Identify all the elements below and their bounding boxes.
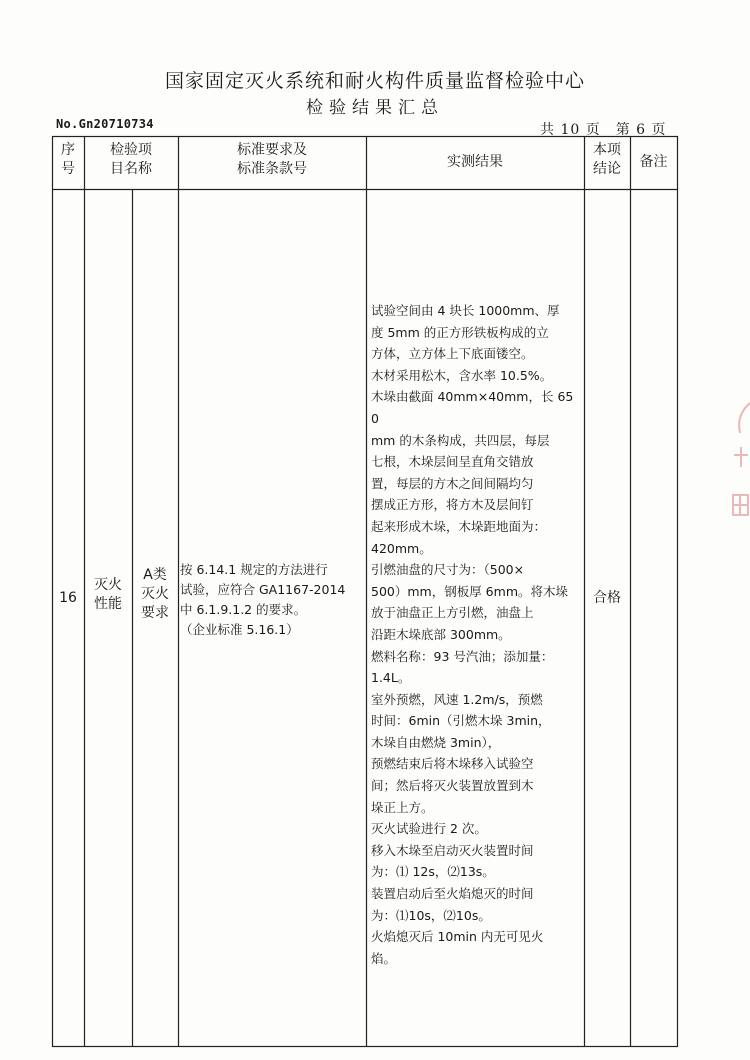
row-results	[371, 300, 579, 969]
row-standard	[180, 560, 356, 640]
result-line: 沿距木垛底部 300mm。	[371, 626, 511, 642]
col-header-standard-line2: 标准条款号	[237, 160, 307, 177]
standard-line: 按 6.14.1 规定的方法进行	[180, 562, 328, 577]
result-line: 420mm。	[371, 540, 432, 556]
report-subtitle: 检验结果汇总	[306, 98, 444, 118]
result-line: 度 5mm 的正方形铁板构成的立	[371, 324, 549, 340]
standard-line: 试验，应符合 GA1167-2014	[180, 582, 346, 597]
organization-title: 国家固定灭火系统和耐火构件质量监督检验中心	[164, 70, 585, 92]
result-line: 引燃油盘的尺寸为：（500×	[371, 562, 525, 578]
result-line: 七根，木垛层间呈直角交错放	[371, 454, 534, 470]
result-line: 木垛由截面 40mm×40mm，长 650	[371, 389, 574, 426]
col-header-item-line1: 检验项	[110, 142, 152, 158]
result-line: 预燃结束后将木垛移入试验空	[371, 756, 534, 772]
result-line: 500）mm，钢板厚 6mm。将木垛	[371, 583, 568, 599]
result-line: 时间：6min（引燃木垛 3min，	[371, 713, 551, 729]
result-line: 灭火试验进行 2 次。	[371, 821, 487, 837]
result-line: 起来形成木垛，木垛距地面为：	[371, 518, 547, 534]
col-header-seq-line2: 号	[61, 160, 75, 177]
result-line: 为：⑴10s，⑵10s。	[371, 907, 491, 923]
result-line: 移入木垛至启动灭火装置时间	[371, 842, 534, 858]
col-header-remark: 备注	[639, 154, 668, 170]
col-header-item	[84, 141, 178, 179]
col-header-result: 实测结果	[447, 154, 503, 170]
row-item-category-line1: 灭火	[94, 577, 122, 593]
result-line: 焰。	[371, 950, 397, 966]
row-seq: 16	[59, 590, 77, 606]
standard-line: （企业标准 5.16.1）	[180, 622, 299, 637]
report-number: No.Gn20710734	[56, 117, 154, 131]
result-line: 间；然后将灭火装置放置到木	[371, 778, 534, 794]
row-item-subcategory-line1: A类	[143, 567, 167, 583]
standard-line: 中 6.1.9.1.2 的要求。	[180, 602, 307, 617]
row-item-category	[84, 576, 132, 614]
row-item-subcategory-line2: 灭火	[141, 585, 169, 602]
result-line: 木材采用松木，含水率 10.5%。	[371, 367, 553, 383]
result-line: mm 的木条构成，共四层，每层	[371, 432, 550, 448]
page-info: 共 10 页 第 6 页	[540, 122, 667, 138]
col-header-conclusion-line2: 结论	[593, 160, 621, 177]
row-item-subcategory	[132, 566, 178, 623]
col-header-standard-line1: 标准要求及	[237, 142, 307, 158]
result-line: 试验空间由 4 块长 1000mm、厚	[371, 303, 560, 318]
row-item-category-line2: 性能	[94, 595, 122, 612]
result-line: 为：⑴ 12s，⑵13s。	[371, 864, 495, 880]
col-header-item-line2: 目名称	[110, 160, 152, 177]
result-line: 方体，立方体上下底面镂空。	[371, 346, 534, 362]
result-line: 摆成正方形，将方木及层间钉	[371, 497, 534, 513]
result-line: 木垛自由燃烧 3min），	[371, 734, 501, 750]
result-line: 火焰熄灭后 10min 内无可见火	[371, 929, 544, 945]
result-line: 垛正上方。	[371, 799, 434, 815]
seal-fragment	[728, 395, 750, 545]
result-line: 燃料名称：93 号汽油；添加量：	[371, 648, 554, 664]
result-line: 装置启动后至火焰熄灭的时间	[371, 886, 534, 902]
col-header-conclusion-line1: 本项	[593, 142, 621, 158]
col-header-seq-line1: 序	[61, 142, 75, 158]
row-conclusion: 合格	[593, 590, 621, 606]
result-line: 室外预燃，风速 1.2m/s，预燃	[371, 691, 543, 707]
result-line: 1.4L。	[371, 670, 411, 686]
result-line: 置，每层的方木之间间隔均匀	[371, 475, 534, 491]
col-header-standard	[178, 141, 366, 179]
col-header-conclusion	[584, 141, 630, 179]
row-item-subcategory-line3: 要求	[141, 604, 169, 621]
result-line: 放于油盘正上方引燃，油盘上	[371, 605, 534, 621]
col-header-seq	[52, 141, 84, 179]
